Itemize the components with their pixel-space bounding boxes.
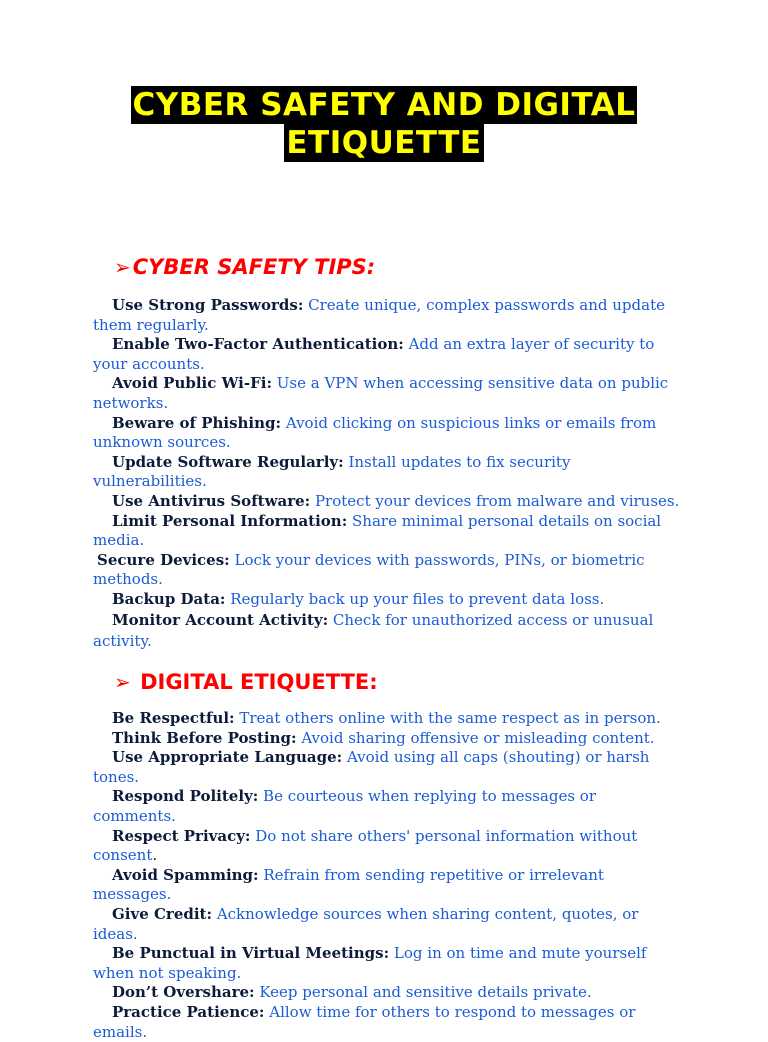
list-item xyxy=(93,1003,683,1042)
list-item xyxy=(93,512,683,551)
item-description: Be courteous when replying to messages or comments. xyxy=(93,787,597,825)
list-item xyxy=(93,492,683,512)
item-term: Practice Patience: xyxy=(112,1002,265,1021)
list-item xyxy=(93,748,683,787)
item-term: Avoid Public Wi-Fi: xyxy=(112,374,272,393)
item-term: Beware of Phishing: xyxy=(112,413,282,432)
item-description: Treat others online with the same respect as in person. xyxy=(239,709,661,727)
item-description: Share minimal personal details on social media. xyxy=(93,511,662,550)
arrow-bullet-icon: ➢ xyxy=(114,670,131,694)
item-description: Keep personal and sensitive details private. xyxy=(259,983,592,1002)
item-term: Use Antivirus Software: xyxy=(112,491,311,510)
item-term: Use Strong Passwords: xyxy=(112,296,304,314)
title-line-2: ETIQUETTE xyxy=(286,125,482,161)
section-heading-text: CYBER SAFETY TIPS: xyxy=(132,255,376,279)
item-description: Refrain from sending repetitive or irrelevant messages. xyxy=(93,865,604,904)
list-item xyxy=(93,866,683,905)
item-description: Protect your devices from malware and viruses. xyxy=(314,491,680,510)
item-term: Enable Two-Factor Authentication: xyxy=(112,335,404,354)
item-term: Update Software Regularly: xyxy=(112,452,344,471)
item-description: Do not share others' personal information without consent xyxy=(93,826,638,865)
item-description: Create unique, complex passwords and update them regularly. xyxy=(93,296,665,334)
list-item xyxy=(93,905,683,944)
list-item xyxy=(93,374,683,413)
item-term: Use Appropriate Language: xyxy=(112,748,343,767)
item-description: Install updates to fix security vulnerabilities. xyxy=(93,452,571,491)
item-trailing-punctuation: . xyxy=(152,846,158,865)
item-description: Lock your devices with passwords, PINs, or biometric methods. xyxy=(93,550,645,589)
list-item xyxy=(93,610,683,652)
item-description: Use a VPN when accessing sensitive data on public networks. xyxy=(93,374,669,412)
item-term: Backup Data: xyxy=(112,589,226,608)
digital-etiquette-list xyxy=(93,709,683,1042)
item-description: Avoid using all caps (shouting) or harsh tones. xyxy=(93,748,650,786)
list-item xyxy=(93,453,683,492)
item-description: Log in on time and mute yourself when not speaking. xyxy=(93,944,647,982)
item-term: Secure Devices: xyxy=(97,550,230,569)
list-item xyxy=(93,983,683,1003)
list-item xyxy=(93,787,683,826)
list-item xyxy=(93,944,683,983)
item-term: Limit Personal Information: xyxy=(112,511,348,530)
item-term: Don’t Overshare: xyxy=(112,983,255,1002)
list-item xyxy=(93,414,683,453)
cyber-safety-list xyxy=(93,296,683,652)
item-term: Respect Privacy: xyxy=(112,826,251,845)
list-item xyxy=(93,709,683,729)
list-item xyxy=(93,551,683,590)
list-item xyxy=(93,590,683,610)
item-term: Think Before Posting: xyxy=(112,728,297,747)
list-item xyxy=(93,335,683,374)
item-term: Respond Politely: xyxy=(112,787,259,806)
item-description: Check for unauthorized access or unusual activity. xyxy=(93,610,654,650)
section-heading-text: DIGITAL ETIQUETTE: xyxy=(140,670,378,694)
item-description: Regularly back up your files to prevent data loss. xyxy=(230,589,605,608)
arrow-bullet-icon: ➢ xyxy=(114,255,131,279)
item-term: Monitor Account Activity: xyxy=(112,610,329,629)
item-description: Allow time for others to respond to messages or emails. xyxy=(93,1002,636,1041)
item-term: Give Credit: xyxy=(112,904,213,923)
section-heading-digital-etiquette xyxy=(114,670,378,694)
title-line-1: CYBER SAFETY AND DIGITAL xyxy=(132,87,636,123)
item-description: Add an extra layer of security to your accounts. xyxy=(93,335,655,373)
item-description: Acknowledge sources when sharing content, quotes, or ideas. xyxy=(93,904,639,943)
item-term: Be Punctual in Virtual Meetings: xyxy=(112,944,390,963)
list-item xyxy=(93,729,683,749)
list-item xyxy=(93,827,683,866)
item-description: Avoid sharing offensive or misleading content. xyxy=(301,728,655,747)
item-description: Avoid clicking on suspicious links or emails from unknown sources. xyxy=(93,413,657,452)
document-title xyxy=(0,86,768,162)
section-heading-cyber-safety xyxy=(114,255,375,279)
item-term: Avoid Spamming: xyxy=(112,865,259,884)
item-term: Be Respectful: xyxy=(112,709,235,727)
list-item xyxy=(93,296,683,335)
